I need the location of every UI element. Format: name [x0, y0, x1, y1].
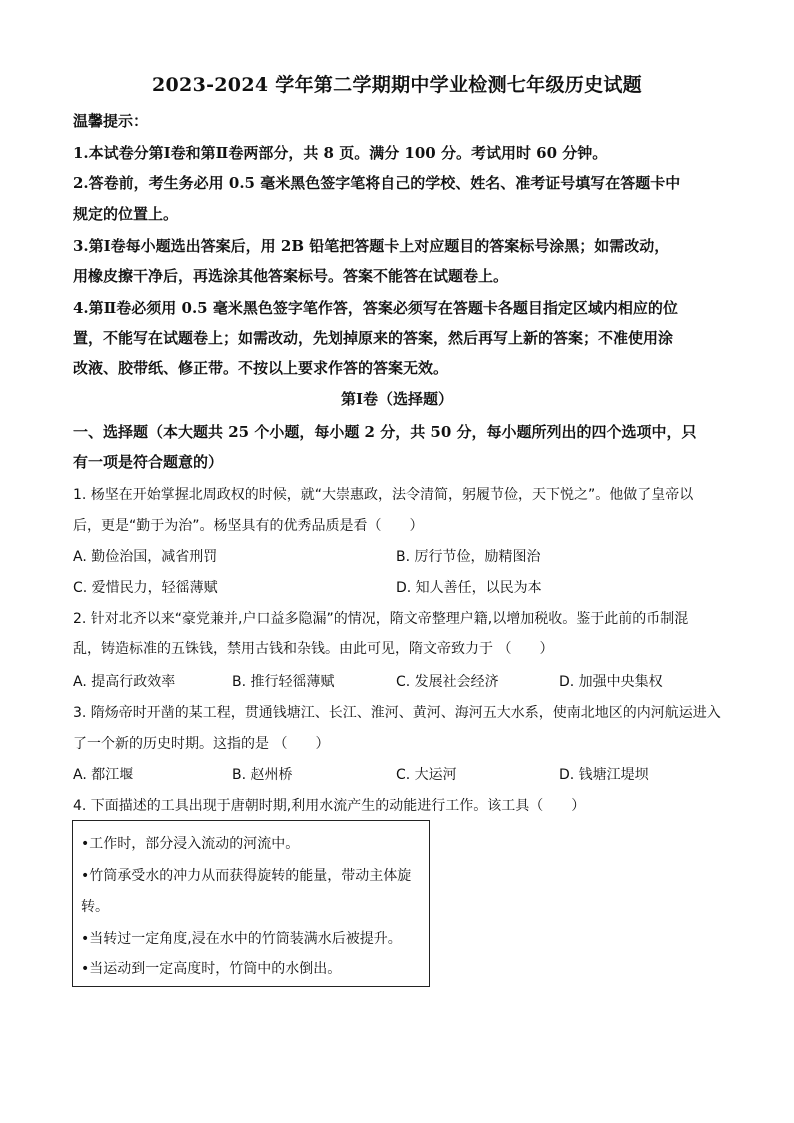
question-1-option-c: C. 爱惜民力，轻徭薄赋	[73, 580, 218, 596]
material-line: 转。	[81, 899, 109, 915]
material-line: •当运动到一定高度时，竹筒中的水倒出。	[81, 961, 342, 977]
section-instruction: 有一项是符合题意的）	[73, 453, 224, 471]
question-1-option-a: A. 勤俭治国，减省刑罚	[73, 549, 218, 565]
question-3-stem: 3. 隋炀帝时开凿的某工程，贯通钱塘江、长江、淮河、黄河、海河五大水系，使南北地区的内河航运进入	[73, 705, 721, 721]
question-3-option-d: D. 钱塘江堤坝	[559, 767, 649, 783]
section-instruction: 一、选择题（本大题共 25 个小题，每小题 2 分，共 50 分，每小题所列出的四个选项中，只	[73, 423, 697, 441]
question-3-stem: 了一个新的历史时期。这指的是 （ ）	[73, 736, 330, 752]
notice-line: 改液、胶带纸、修正带。不按以上要求作答的答案无效。	[73, 359, 449, 377]
notice-line: 规定的位置上。	[73, 205, 179, 223]
question-3-option-b: B. 赵州桥	[232, 767, 293, 783]
notice-line: 4.第Ⅱ卷必须用 0.5 毫米黑色签字笔作答，答案必须写在答题卡各题目指定区域内相应的位	[73, 299, 678, 317]
question-2-option-c: C. 发展社会经济	[396, 674, 499, 690]
notice-line: 3.第Ⅰ卷每小题选出答案后，用 2B 铅笔把答题卡上对应题目的答案标号涂黑；如需改动，	[73, 237, 670, 255]
question-2-option-a: A. 提高行政效率	[73, 674, 176, 690]
notice-line: 置，不能写在试题卷上；如需改动，先划掉原来的答案，然后再写上新的答案；不准使用涂	[73, 329, 674, 347]
notice-line: 2.答卷前，考生务必用 0.5 毫米黑色签字笔将自己的学校、姓名、准考证号填写在答题卡中	[73, 174, 681, 192]
question-2-stem: 乱，铸造标准的五铢钱，禁用古钱和杂钱。由此可见，隋文帝致力于 （ ）	[73, 641, 554, 657]
notice-line: 用橡皮擦干净后，再选涂其他答案标号。答案不能答在试题卷上。	[73, 267, 509, 285]
material-line: •竹筒承受水的冲力从而获得旋转的能量，带动主体旋	[81, 868, 412, 884]
question-1-stem: 后，更是“勤于为治”。杨坚具有的优秀品质是看（ ）	[73, 518, 424, 534]
question-2-option-d: D. 加强中央集权	[559, 674, 663, 690]
question-1-stem: 1. 杨坚在开始掌握北周政权的时候，就“大崇惠政，法令清简，躬履节俭，天下悦之”。他做了皇帝以	[73, 487, 694, 503]
question-2-stem: 2. 针对北齐以来“豪党兼并,户口益多隐漏”的情况，隋文帝整理户籍,以增加税收。鉴于此前的币制混	[73, 611, 689, 627]
question-3-option-a: A. 都江堰	[73, 767, 134, 783]
question-1-option-d: D. 知人善任，以民为本	[396, 580, 542, 596]
question-2-option-b: B. 推行轻徭薄赋	[232, 674, 335, 690]
question-3-option-c: C. 大运河	[396, 767, 457, 783]
question-4-stem: 4. 下面描述的工具出现于唐朝时期,利用水流产生的动能进行工作。该工具（ ）	[73, 798, 586, 814]
question-4-material-box	[72, 820, 430, 987]
question-1-option-b: B. 厉行节俭，励精图治	[396, 549, 541, 565]
notice-line: 1.本试卷分第Ⅰ卷和第Ⅱ卷两部分，共 8 页。满分 100 分。考试用时 60 分钟。	[73, 144, 608, 162]
material-line: •当转过一定角度,浸在水中的竹筒装满水后被提升。	[81, 931, 402, 947]
material-line: •工作时，部分浸入流动的河流中。	[81, 836, 300, 852]
exam-title: 2023-2024 学年第二学期期中学业检测七年级历史试题	[152, 74, 642, 96]
notice-heading: 温馨提示：	[73, 112, 149, 130]
section-title: 第Ⅰ卷（选择题）	[340, 390, 454, 408]
